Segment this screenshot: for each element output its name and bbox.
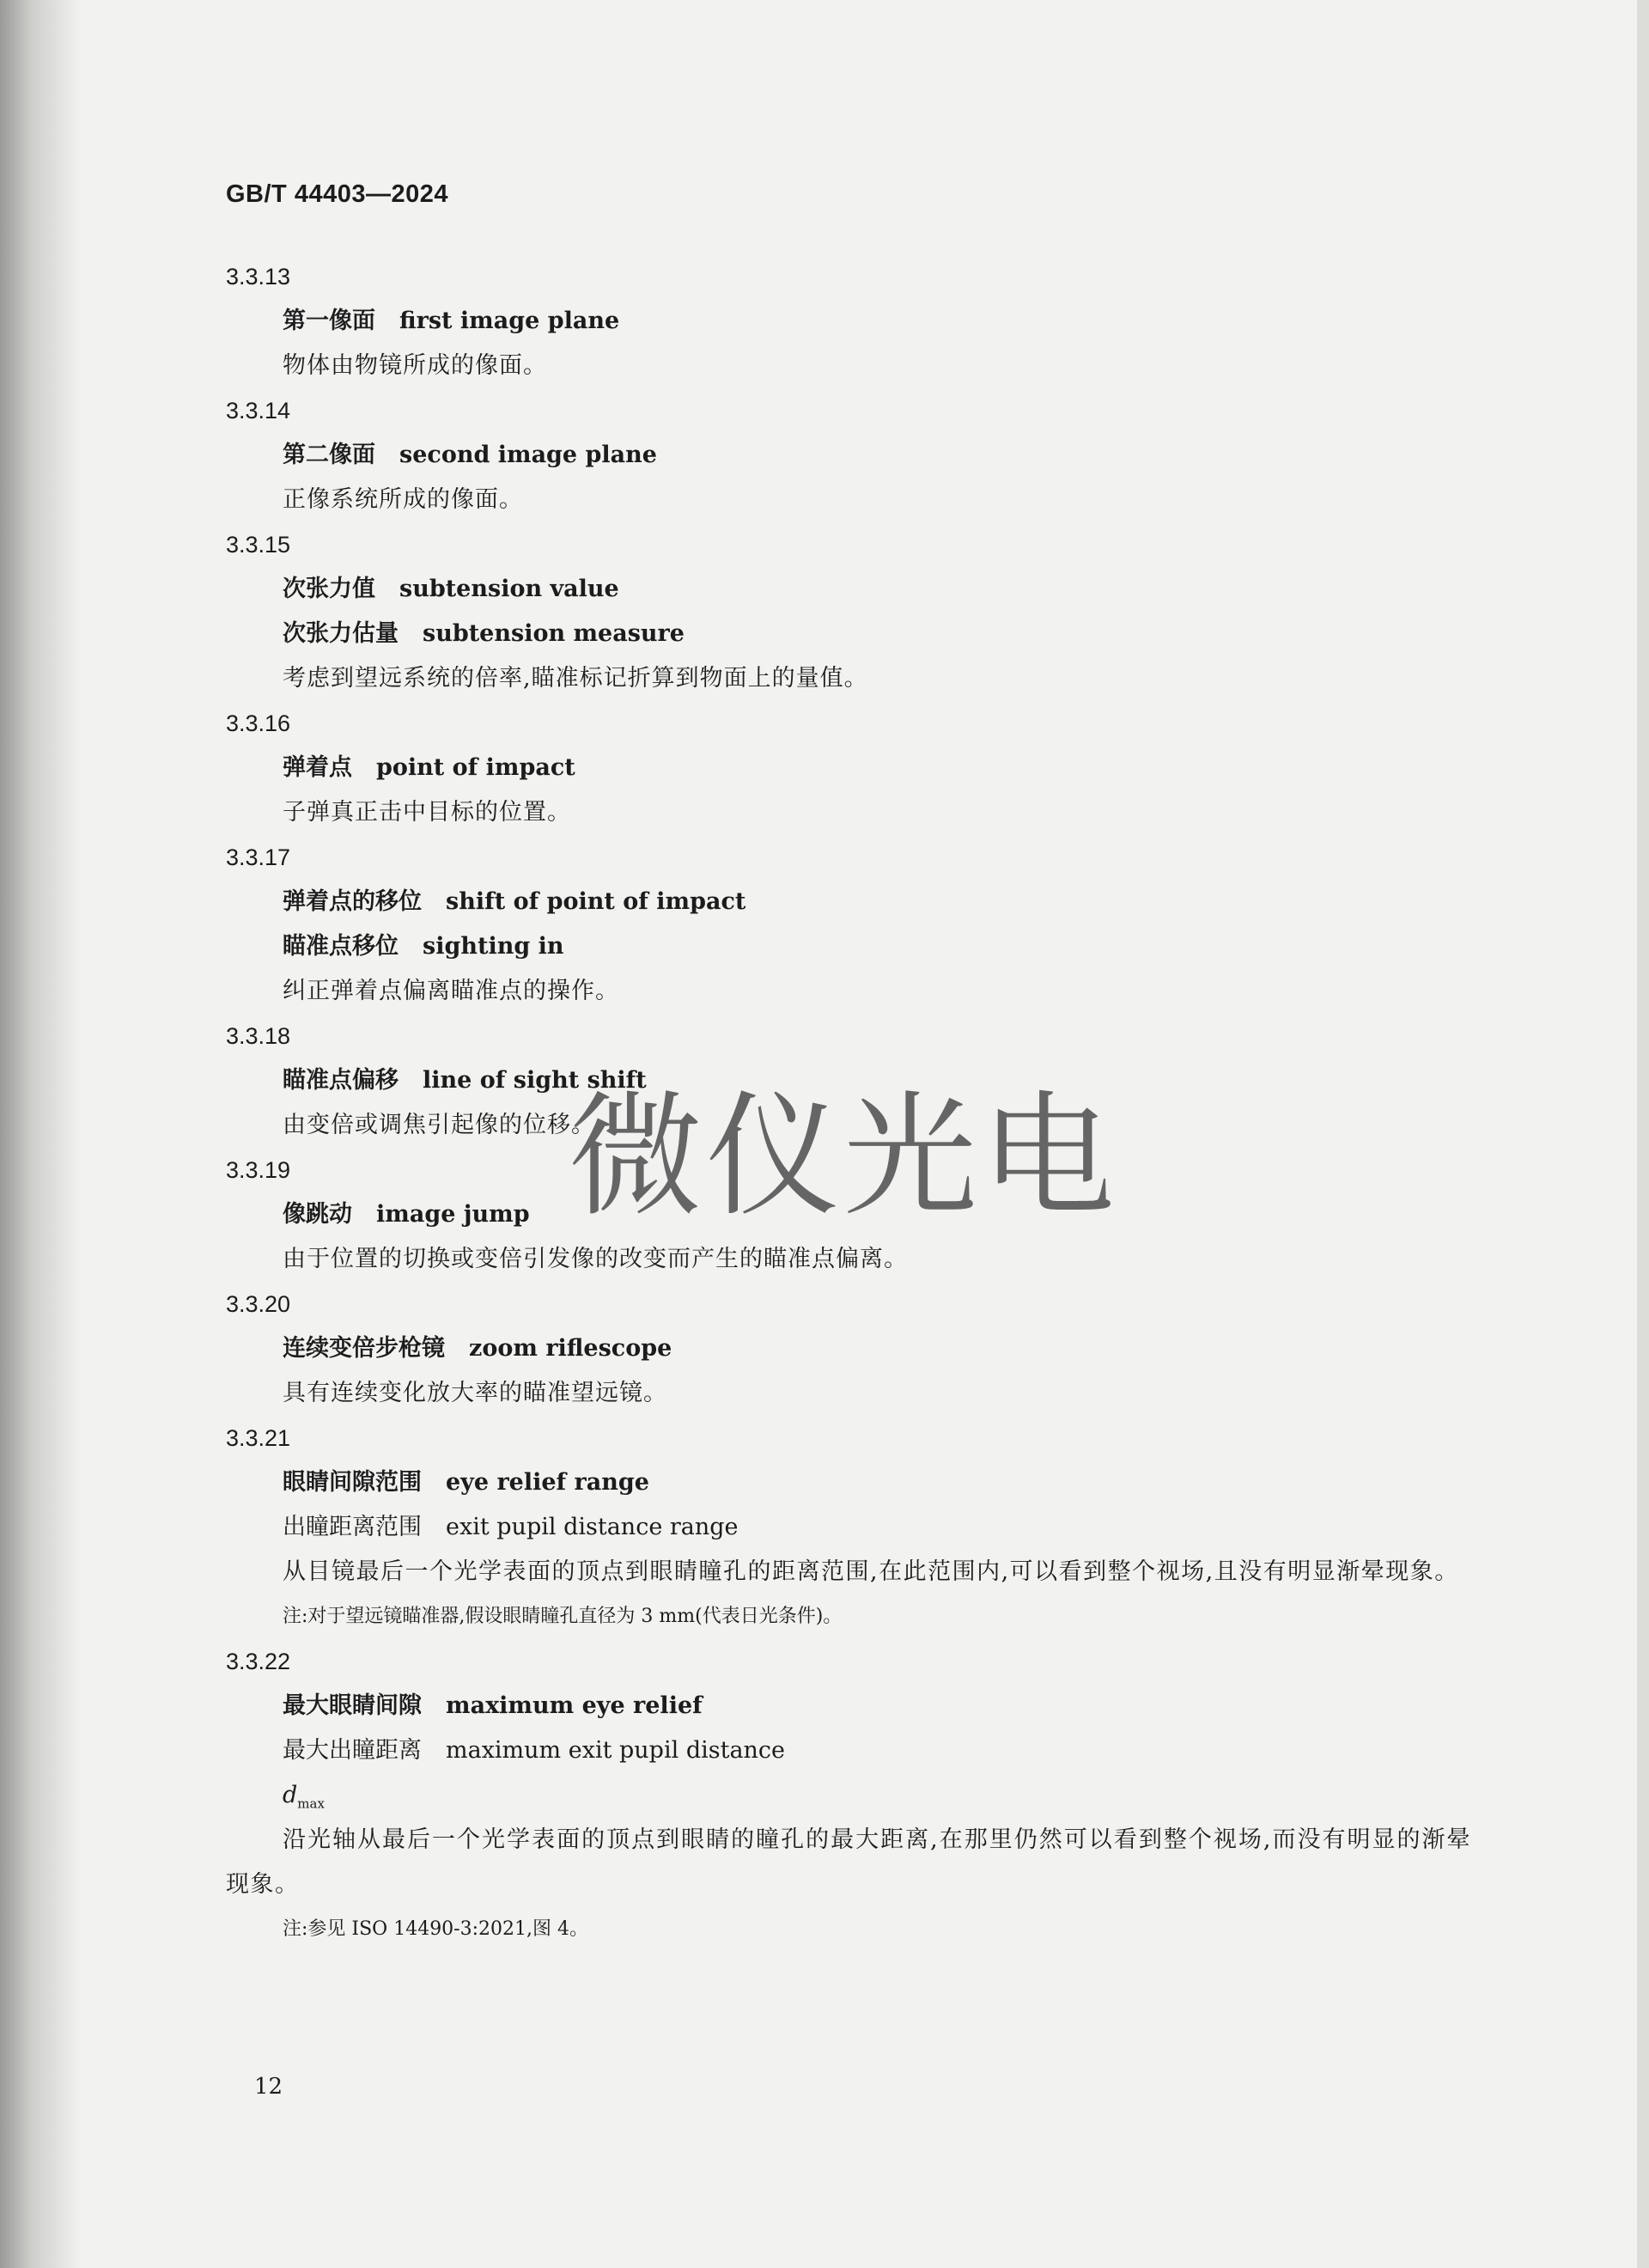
term-en: maximum eye relief (446, 1692, 703, 1719)
term-number: 3.3.22 (226, 1649, 291, 1674)
term-en: point of impact (376, 754, 575, 781)
term-number: 3.3.21 (226, 1425, 291, 1451)
term-zh: 弹着点的移位 (283, 888, 422, 915)
term-en: maximum exit pupil distance (446, 1737, 786, 1764)
term-en: exit pupil distance range (446, 1514, 739, 1540)
term-zh: 第一像面 (283, 308, 375, 334)
term-zh: 像跳动 (283, 1201, 352, 1228)
term-zh: 次张力值 (283, 576, 375, 602)
term-en: shift of point of impact (446, 888, 746, 915)
page-number: 12 (254, 2074, 283, 2100)
term-en: subtension value (399, 576, 619, 602)
term-heading (226, 433, 1471, 478)
term-number: 3.3.13 (226, 264, 291, 290)
page-gutter-shadow (0, 0, 82, 2268)
term-en: image jump (376, 1201, 530, 1228)
term-synonym (226, 612, 1471, 656)
term-definition: 子弹真正击中目标的位置。 (283, 799, 571, 826)
term-en: subtension measure (423, 620, 685, 647)
term-zh: 瞄准点偏移 (283, 1067, 399, 1094)
term-admitted (226, 1505, 1471, 1550)
term-note: 注:对于望远镜瞄准器,假设眼睛瞳孔直径为 3 mm(代表日光条件)。 (283, 1606, 843, 1627)
term-number: 3.3.18 (226, 1023, 291, 1049)
term-en: line of sight shift (423, 1067, 647, 1094)
term-heading (226, 1326, 1471, 1371)
term-zh: 次张力估量 (283, 620, 399, 647)
term-definition: 具有连续变化放大率的瞄准望远镜。 (283, 1380, 667, 1406)
term-note: 注:参见 ISO 14490-3:2021,图 4。 (283, 1918, 588, 1940)
term-heading (226, 1684, 1471, 1728)
term-definition: 由于位置的切换或变倍引发像的改变而产生的瞄准点偏离。 (283, 1246, 908, 1272)
term-zh: 连续变倍步枪镜 (283, 1335, 445, 1362)
term-number: 3.3.19 (226, 1157, 291, 1183)
term-heading (226, 880, 1471, 924)
term-zh: 最大出瞳距离 (283, 1737, 422, 1764)
term-definition: 正像系统所成的像面。 (283, 486, 523, 513)
term-heading (226, 567, 1471, 612)
term-zh: 瞄准点移位 (283, 933, 399, 960)
term-zh: 最大眼睛间隙 (283, 1692, 422, 1719)
term-zh: 出瞳距离范围 (283, 1514, 422, 1540)
term-definition: 从目镜最后一个光学表面的顶点到眼睛瞳孔的距离范围,在此范围内,可以看到整个视场,且没有明显渐晕现象。 (283, 1558, 1459, 1585)
term-number: 3.3.17 (226, 844, 291, 870)
term-zh: 眼睛间隙范围 (283, 1469, 422, 1496)
term-number: 3.3.20 (226, 1291, 291, 1317)
term-heading (226, 299, 1471, 344)
term-number: 3.3.15 (226, 532, 291, 558)
symbol-letter: d (283, 1782, 298, 1808)
term-symbol (226, 1773, 1471, 1818)
term-definition: 考虑到望远系统的倍率,瞄准标记折算到物面上的量值。 (283, 665, 868, 692)
term-zh: 弹着点 (283, 754, 352, 781)
document-header: GB/T 44403—2024 (226, 180, 448, 208)
term-zh: 第二像面 (283, 442, 375, 468)
term-synonym (226, 924, 1471, 969)
term-en: first image plane (399, 308, 620, 334)
term-heading (226, 1460, 1471, 1505)
term-en: zoom riflescope (469, 1335, 672, 1362)
term-definition: 物体由物镜所成的像面。 (283, 352, 547, 379)
term-heading (226, 746, 1471, 790)
term-number: 3.3.14 (226, 398, 291, 424)
term-number: 3.3.16 (226, 710, 291, 736)
page-edge (1637, 0, 1649, 2268)
watermark-text: 微仪光电 (569, 1078, 1118, 1235)
term-definition: 由变倍或调焦引起像的位移。 (283, 1112, 595, 1138)
term-definition: 纠正弹着点偏离瞄准点的操作。 (283, 978, 619, 1004)
term-admitted (226, 1728, 1471, 1773)
term-en: second image plane (399, 442, 657, 468)
term-definition: 沿光轴从最后一个光学表面的顶点到眼睛的瞳孔的最大距离,在那里仍然可以看到整个视场,而没有明显的渐晕现象。 (226, 1826, 1471, 1898)
symbol-subscript: max (297, 1796, 325, 1812)
term-en: sighting in (423, 933, 564, 960)
term-en: eye relief range (446, 1469, 649, 1496)
